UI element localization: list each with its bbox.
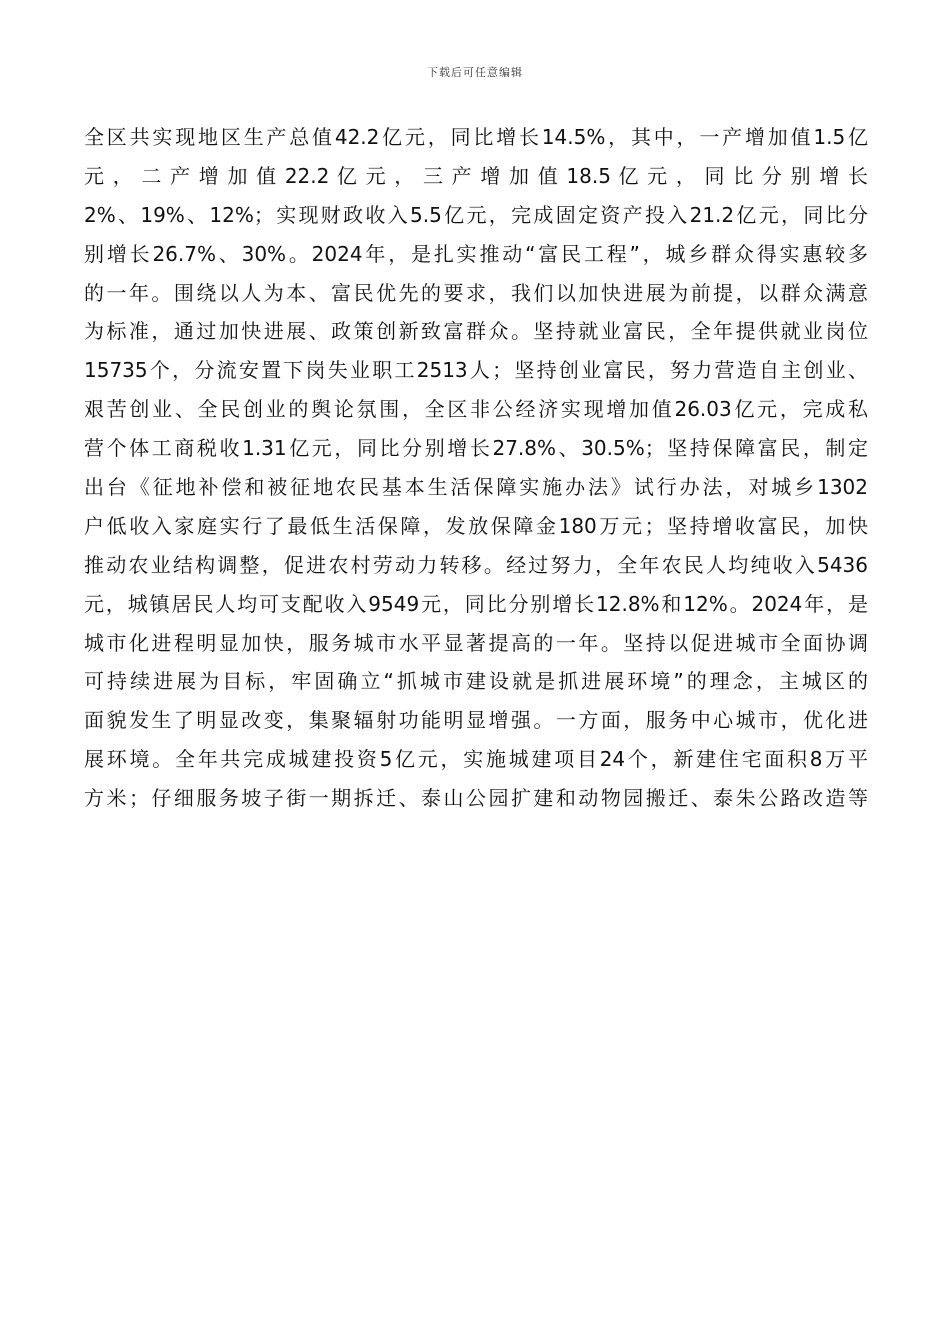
text-line: 为标准，通过加快进展、政策创新致富群众。坚持就业富民，全年提供就业岗位 xyxy=(84,319,868,344)
text-line: 元，城镇居民人均可支配收入9549元，同比分别增长12.8%和12%。2024年，是 xyxy=(84,591,868,616)
text-line: 全区共实现地区生产总值42.2亿元，同比增长14.5%，其中，一产增加值1.5亿 xyxy=(84,125,868,149)
text-line: 元 ， 二 产 增 加 值 22.2 亿 元 ， 三 产 增 加 值 18.5 亿 元 ， 同 比 分 别 增 长 xyxy=(84,163,868,188)
text-line: 艰苦创业、全民创业的舆论氛围，全区非公经济实现增加值26.03亿元，完成私 xyxy=(84,397,868,422)
text-line: 出台《征地补偿和被征地农民基本生活保障实施办法》试行办法，对城乡1302 xyxy=(84,475,868,500)
text-line: 城市化进程明显加快，服务城市水平显著提高的一年。坚持以促进城市全面协调 xyxy=(84,630,868,655)
text-line: 别增长26.7%、30%。2024年，是扎实推动“富民工程”，城乡群众得实惠较多 xyxy=(84,241,868,266)
text-line: 推动农业结构调整，促进农村劳动力转移。经过努力，全年农民人均纯收入5436 xyxy=(84,552,868,577)
text-line: 户低收入家庭实行了最低生活保障，发放保障金180万元；坚持增收富民，加快 xyxy=(84,513,868,538)
text-line: 展环境。全年共完成城建投资5亿元，实施城建项目24个，新建住宅面积8万平 xyxy=(84,747,868,772)
text-line: 2%、19%、12%；实现财政收入5.5亿元，完成固定资产投入21.2亿元，同比分 xyxy=(84,202,868,227)
text-line: 方米；仔细服务坡子街一期拆迁、泰山公园扩建和动物园搬迁、泰朱公路改造等 xyxy=(84,786,868,811)
text-line: 面貌发生了明显改变，集聚辐射功能明显增强。一方面，服务中心城市，优化进 xyxy=(84,708,868,733)
document-body xyxy=(84,118,868,818)
text-line: 15735个，分流安置下岗失业职工2513人；坚持创业富民，努力营造自主创业、 xyxy=(84,358,868,383)
text-line: 的一年。围绕以人为本、富民优先的要求，我们以加快进展为前提，以群众满意 xyxy=(84,280,868,305)
page-header-note: 下载后可任意编辑 xyxy=(427,66,523,79)
text-line: 营个体工商税收1.31亿元，同比分别增长27.8%、30.5%；坚持保障富民，制定 xyxy=(84,436,868,461)
text-line: 可持续进展为目标，牢固确立“抓城市建设就是抓进展环境”的理念，主城区的 xyxy=(84,669,868,694)
